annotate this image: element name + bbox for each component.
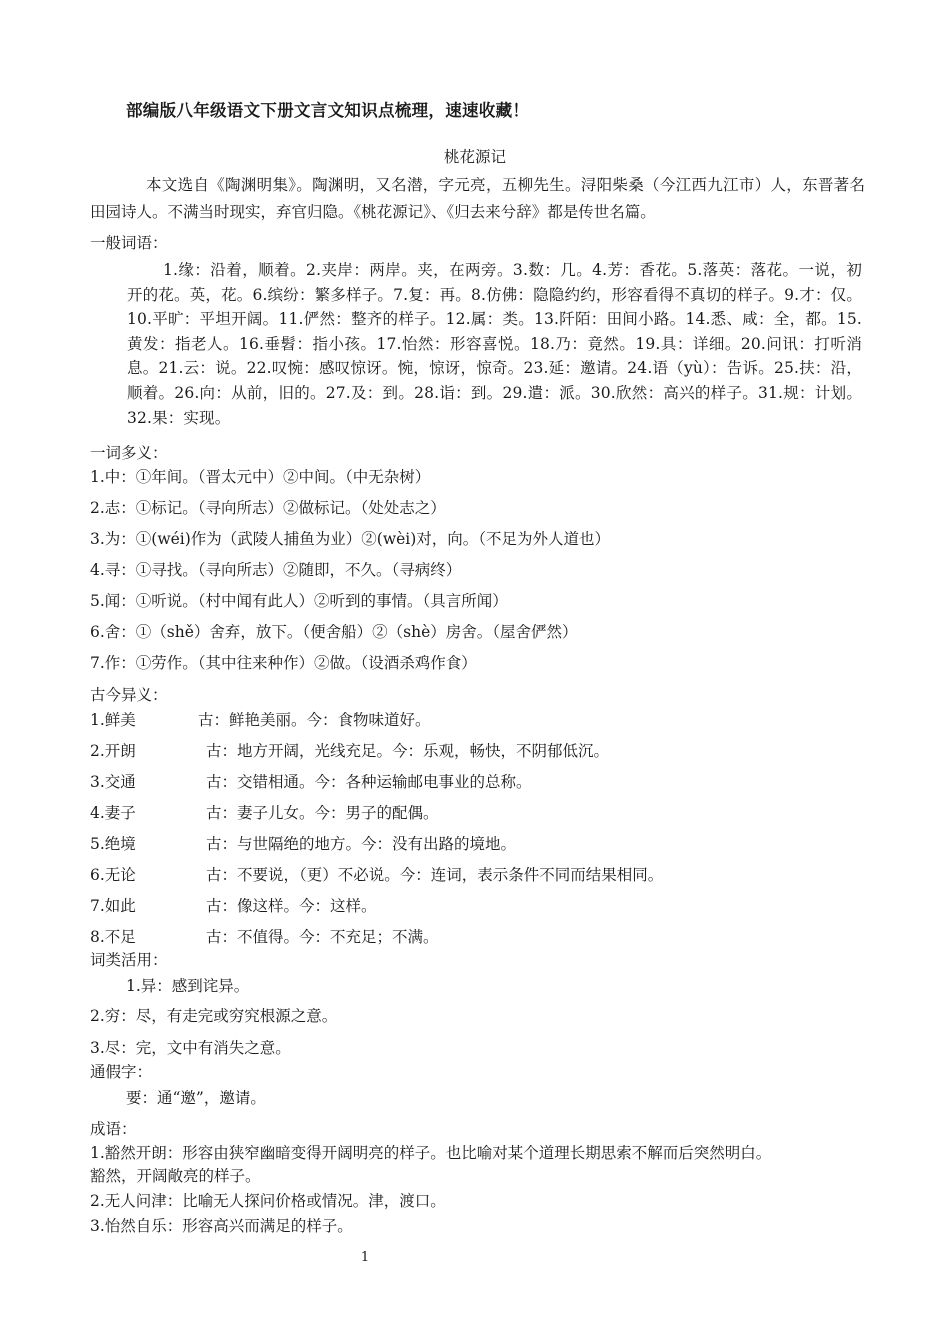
ancient-modern-desc: 古：地方开阔，光线充足。今：乐观，畅快，不阴郁低沉。	[206, 742, 610, 760]
ancient-modern-row	[90, 863, 663, 885]
ancient-modern-term: 2.开朗	[90, 742, 136, 760]
idiom-item: 2.无人问津：比喻无人探问价格或情况。津，渡口。	[90, 1192, 446, 1210]
ancient-modern-desc: 古：与世隔绝的地方。今：没有出路的境地。	[206, 835, 517, 853]
ancient-modern-desc: 古：不要说，（更）不必说。今：连词，表示条件不同而结果相同。	[206, 866, 664, 884]
article-title: 桃花源记	[443, 148, 506, 166]
ancient-modern-row	[90, 739, 609, 761]
ancient-modern-term: 7.如此	[90, 897, 136, 915]
polysemy-item: 7.作：①劳作。（其中往来种作）②做。（设酒杀鸡作食）	[90, 654, 477, 672]
document-title: 部编版八年级语文下册文言文知识点梳理，速速收藏！	[126, 101, 530, 120]
tongjia-item: 要：通“邀”，邀请。	[126, 1089, 266, 1107]
polysemy-heading: 一词多义：	[90, 444, 168, 462]
ancient-modern-term: 1.鲜美	[90, 711, 136, 729]
general-words-paragraph: 1.缘：沿着，顺着。2.夹岸：两岸。夹，在两旁。3.数：几。4.芳：香花。5.落英：落花。一说，初开的花。英，花。6.缤纷：繁多样子。7.复：再。8.仿佛：隐隐约约，形容看得不真切的样子。9.才：仅。10.平旷：平坦开阔。11.俨然：整齐的样子。12.属：类。13.阡陌：田间小路。14.悉、咸：全，都。15.黄发：指老人。16.垂髫：指小孩。17.怡然：形容喜悦。18.乃：竟然。19.具：详细。20.问讯：打听消息。21.云：说。22.叹惋：感叹惊讶。惋，惊讶，惊奇。23.延：邀请。24.语（yù）：告诉。25.扶：沿，顺着。26.向：从前，旧的。27.及：到。28.诣：到。29.遣：派。30.欣然：高兴的样子。31.规：计划。32.果：实现。	[127, 261, 862, 427]
idiom-item: 1.豁然开朗：形容由狭窄幽暗变得开阔明亮的样子。也比喻对某个道理长期思索不解而后突然明白。	[90, 1144, 772, 1162]
ancient-modern-term: 5.绝境	[90, 835, 136, 853]
ancient-modern-row	[90, 894, 377, 916]
tongjia-heading: 通假字：	[90, 1063, 153, 1081]
ancient-modern-row	[90, 770, 532, 792]
polysemy-item: 6.舍：①（shě）舍弃，放下。（便舍船）②（shè）房舍。（屋舍俨然）	[90, 623, 578, 641]
ancient-modern-desc: 古：像这样。今：这样。	[206, 897, 377, 915]
ancient-modern-row	[90, 708, 431, 730]
page-number: 1	[360, 1250, 370, 1265]
ancient-modern-desc: 古：交错相通。今：各种运输邮电事业的总称。	[206, 773, 532, 791]
word-class-item: 1.异：感到诧异。	[126, 977, 250, 995]
idioms-heading: 成语：	[90, 1120, 137, 1138]
polysemy-item: 3.为：①(wéi)作为（武陵人捕鱼为业）②(wèi)对，向。（不足为外人道也）	[90, 530, 611, 548]
word-class-heading: 词类活用：	[90, 951, 168, 969]
polysemy-item: 4.寻：①寻找。（寻向所志）②随即，不久。（寻病终）	[90, 561, 462, 579]
idiom-item: 3.怡然自乐：形容高兴而满足的样子。	[90, 1217, 353, 1235]
ancient-modern-term: 8.不足	[90, 928, 136, 946]
ancient-modern-row	[90, 832, 516, 854]
general-words-heading: 一般词语：	[90, 234, 168, 252]
polysemy-item: 1.中：①年间。（晋太元中）②中间。（中无杂树）	[90, 468, 431, 486]
ancient-modern-desc: 古：鲜艳美丽。今：食物味道好。	[198, 711, 431, 729]
ancient-modern-heading: 古今异义：	[90, 686, 168, 704]
ancient-modern-desc: 古：不值得。今：不充足；不满。	[206, 928, 439, 946]
ancient-modern-term: 4.妻子	[90, 804, 136, 822]
word-class-item: 3.尽：完，文中有消失之意。	[90, 1039, 291, 1057]
idiom-item-continued: 豁然，开阔敞亮的样子。	[90, 1167, 261, 1185]
ancient-modern-term: 3.交通	[90, 773, 136, 791]
ancient-modern-row	[90, 925, 439, 947]
ancient-modern-desc: 古：妻子儿女。今：男子的配偶。	[206, 804, 439, 822]
word-class-item: 2.穷：尽，有走完或穷究根源之意。	[90, 1007, 338, 1025]
polysemy-item: 5.闻：①听说。（村中闻有此人）②听到的事情。（具言所闻）	[90, 592, 508, 610]
ancient-modern-term: 6.无论	[90, 866, 136, 884]
ancient-modern-row	[90, 801, 439, 823]
polysemy-item: 2.志：①标记。（寻向所志）②做标记。（处处志之）	[90, 499, 446, 517]
intro-paragraph: 本文选自《陶渊明集》。陶渊明，又名潜，字元亮，五柳先生。浔阳柴桑（今江西九江市）人，东晋著名田园诗人。不满当时现实，弃官归隐。《桃花源记》、《归去来兮辞》都是传世名篇。	[90, 176, 865, 221]
